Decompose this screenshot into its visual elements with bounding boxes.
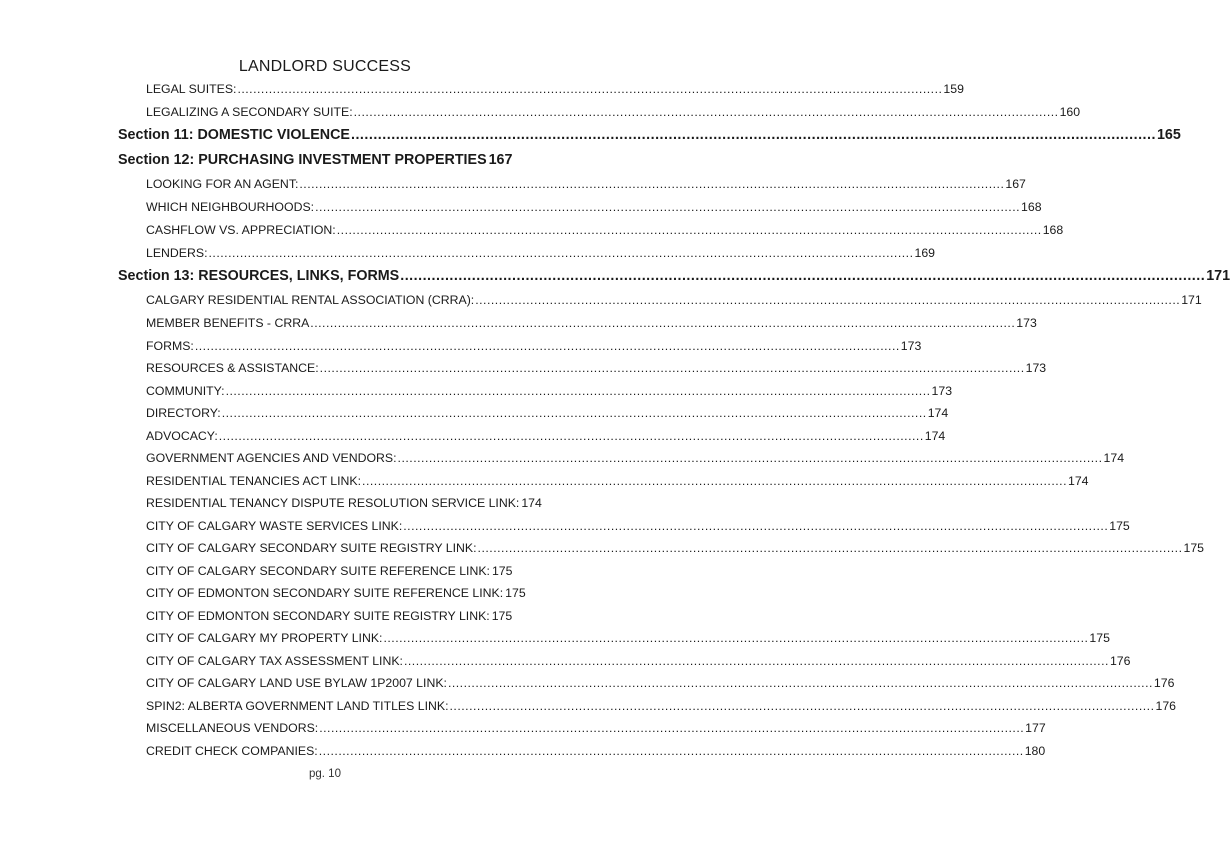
- toc-entry[interactable]: [146, 717, 1046, 740]
- dot-leader: [478, 541, 1183, 555]
- toc-entry-page: 165: [1156, 127, 1181, 144]
- toc-entry[interactable]: [146, 650, 1131, 673]
- toc-section-entry[interactable]: [118, 123, 1181, 148]
- page-header-title: LANDLORD SUCCESS: [238, 58, 412, 75]
- dot-leader: [448, 676, 1153, 690]
- toc-entry[interactable]: [146, 582, 526, 605]
- toc-entry[interactable]: [146, 515, 1130, 538]
- dot-leader: [362, 474, 1067, 488]
- toc-entry-page: 160: [1059, 104, 1081, 119]
- toc-entry-title: LEGALIZING A SECONDARY SUITE:: [146, 104, 353, 119]
- toc-entry-page: 174: [927, 406, 949, 421]
- dot-leader: [320, 361, 1025, 375]
- dot-leader: [315, 200, 1020, 214]
- toc-entry[interactable]: [146, 289, 1202, 312]
- toc-entry[interactable]: [146, 77, 964, 100]
- toc-entry-title: Section 12: PURCHASING INVESTMENT PROPERTIES: [118, 151, 487, 168]
- toc-entry-title: CITY OF CALGARY MY PROPERTY LINK:: [146, 631, 383, 646]
- toc-entry-page: 173: [931, 383, 953, 398]
- toc-entry[interactable]: [146, 312, 1037, 335]
- toc-entry-title: CREDIT CHECK COMPANIES:: [146, 743, 318, 758]
- dot-leader: [400, 268, 1205, 284]
- toc-entry-page: 168: [1042, 222, 1064, 237]
- toc-entry-title: CITY OF CALGARY TAX ASSESSMENT LINK:: [146, 653, 403, 668]
- toc-entry-title: CITY OF EDMONTON SECONDARY SUITE REFERENCE LINK:: [146, 586, 504, 601]
- toc-entry-title: CITY OF CALGARY WASTE SERVICES LINK:: [146, 518, 403, 533]
- dot-leader: [319, 721, 1024, 735]
- toc-entry-title: RESOURCES & ASSISTANCE:: [146, 361, 319, 376]
- toc-entry-title: CITY OF EDMONTON SECONDARY SUITE REGISTRY LINK:: [146, 608, 490, 623]
- toc-entry-page: 177: [1025, 721, 1046, 736]
- toc-entry-title: CITY OF CALGARY SECONDARY SUITE REFERENCE LINK:: [146, 563, 490, 578]
- toc-entry[interactable]: [146, 402, 949, 425]
- toc-entry-title: CALGARY RESIDENTIAL RENTAL ASSOCIATION (CRRA):: [146, 293, 475, 307]
- toc-entry-title: Section 13: RESOURCES, LINKS, FORMS: [118, 268, 400, 285]
- dot-leader: [383, 631, 1088, 645]
- dot-leader: [337, 223, 1042, 237]
- toc-entry[interactable]: [146, 335, 922, 358]
- dot-leader: [226, 384, 931, 398]
- toc-entry-title: SPIN2: ALBERTA GOVERNMENT LAND TITLES LINK:: [146, 698, 449, 713]
- toc-entry-title: RESIDENTIAL TENANCY DISPUTE RESOLUTION SERVICE LINK:: [146, 496, 520, 511]
- toc-entry-page: 176: [1153, 676, 1175, 691]
- toc-entry-title: RESIDENTIAL TENANCIES ACT LINK:: [146, 473, 362, 488]
- toc-entry-page: 175: [1109, 518, 1130, 533]
- toc-entry-page: 176: [1109, 653, 1131, 668]
- dot-leader: [237, 82, 942, 96]
- toc-entry-page: 174: [1103, 451, 1125, 466]
- toc-entry-page: 171: [1206, 268, 1230, 285]
- page-number: pg. 10: [309, 768, 341, 780]
- toc-entry-title: ADVOCACY:: [146, 428, 218, 443]
- toc-entry-title: CITY OF CALGARY SECONDARY SUITE REGISTRY LINK:: [146, 541, 477, 556]
- toc-entry-title: Section 11: DOMESTIC VIOLENCE: [118, 127, 350, 144]
- toc-entry-page: 171: [1181, 293, 1202, 307]
- toc-entry[interactable]: [146, 672, 1175, 695]
- toc-entry-title: CITY OF CALGARY LAND USE BYLAW 1P2007 LINK:: [146, 676, 447, 691]
- dot-leader: [450, 699, 1155, 713]
- toc-entry-page: 176: [1155, 698, 1177, 713]
- toc-section-entry[interactable]: [118, 148, 513, 173]
- toc-entry-title: FORMS:: [146, 338, 194, 353]
- toc-entry-title: LENDERS:: [146, 245, 208, 260]
- toc-entry-page: 175: [491, 608, 513, 623]
- toc-entry-page: 167: [1005, 176, 1026, 191]
- toc-entry-title: GOVERNMENT AGENCIES AND VENDORS:: [146, 451, 397, 466]
- toc-entry-page: 174: [924, 428, 946, 443]
- dot-leader: [219, 429, 924, 443]
- toc-entry[interactable]: [146, 218, 1064, 241]
- toc-entry-page: 174: [521, 496, 542, 511]
- toc-entry[interactable]: [146, 627, 1110, 650]
- dot-leader: [299, 177, 1004, 191]
- dot-leader: [195, 339, 900, 353]
- toc-entry[interactable]: [146, 425, 946, 448]
- toc-entry-title: COMMUNITY:: [146, 383, 225, 398]
- dot-leader: [222, 406, 927, 420]
- dot-leader: [398, 451, 1103, 465]
- toc-entry[interactable]: [146, 695, 1177, 718]
- dot-leader: [319, 744, 1024, 758]
- dot-leader: [209, 246, 914, 260]
- toc-entry[interactable]: [146, 195, 1042, 218]
- toc-entry[interactable]: [146, 447, 1125, 470]
- toc-entry[interactable]: [146, 537, 1205, 560]
- toc-entry[interactable]: [146, 605, 512, 628]
- toc-entry-title: MEMBER BENEFITS - CRRA: [146, 316, 310, 330]
- toc-entry-page: 167: [488, 151, 513, 168]
- toc-entry[interactable]: [146, 492, 542, 515]
- toc-entry-title: WHICH NEIGHBOURHOODS:: [146, 199, 315, 214]
- toc-entry-title: DIRECTORY:: [146, 406, 221, 421]
- toc-entry-page: 175: [505, 586, 526, 601]
- toc-section-entry[interactable]: [118, 264, 1230, 289]
- toc-entry[interactable]: [146, 241, 936, 264]
- toc-entry-page: 174: [1068, 473, 1089, 488]
- toc-entry-page: 175: [1183, 541, 1205, 556]
- toc-entry-page: 159: [943, 81, 964, 96]
- toc-entry-title: CASHFLOW VS. APPRECIATION:: [146, 222, 336, 237]
- toc-entry[interactable]: [146, 560, 512, 583]
- toc-entry-page: 173: [900, 338, 922, 353]
- dot-leader: [403, 519, 1108, 533]
- dot-leader: [351, 127, 1156, 143]
- toc-entry-page: 168: [1021, 199, 1042, 214]
- toc-entry-page: 173: [1016, 316, 1037, 330]
- toc-entry[interactable]: [146, 172, 1026, 195]
- toc-entry-title: LEGAL SUITES:: [146, 81, 237, 96]
- toc-entry-page: 180: [1024, 743, 1046, 758]
- toc-entry-title: LOOKING FOR AN AGENT:: [146, 176, 299, 191]
- toc-entry[interactable]: [146, 470, 1089, 493]
- toc-entry[interactable]: [146, 380, 953, 403]
- toc-entry-title: MISCELLANEOUS VENDORS:: [146, 721, 319, 736]
- toc-entry[interactable]: [146, 357, 1047, 380]
- dot-leader: [310, 316, 1015, 330]
- dot-leader: [354, 105, 1059, 119]
- toc-entry-page: 169: [914, 245, 936, 260]
- toc-entry-page: 175: [1089, 631, 1110, 646]
- dot-leader: [475, 293, 1180, 307]
- dot-leader: [404, 654, 1109, 668]
- table-of-contents: [0, 77, 1230, 762]
- toc-entry-page: 173: [1025, 361, 1047, 376]
- toc-entry[interactable]: [146, 100, 1081, 123]
- toc-entry-page: 175: [491, 563, 513, 578]
- toc-entry[interactable]: [146, 740, 1046, 763]
